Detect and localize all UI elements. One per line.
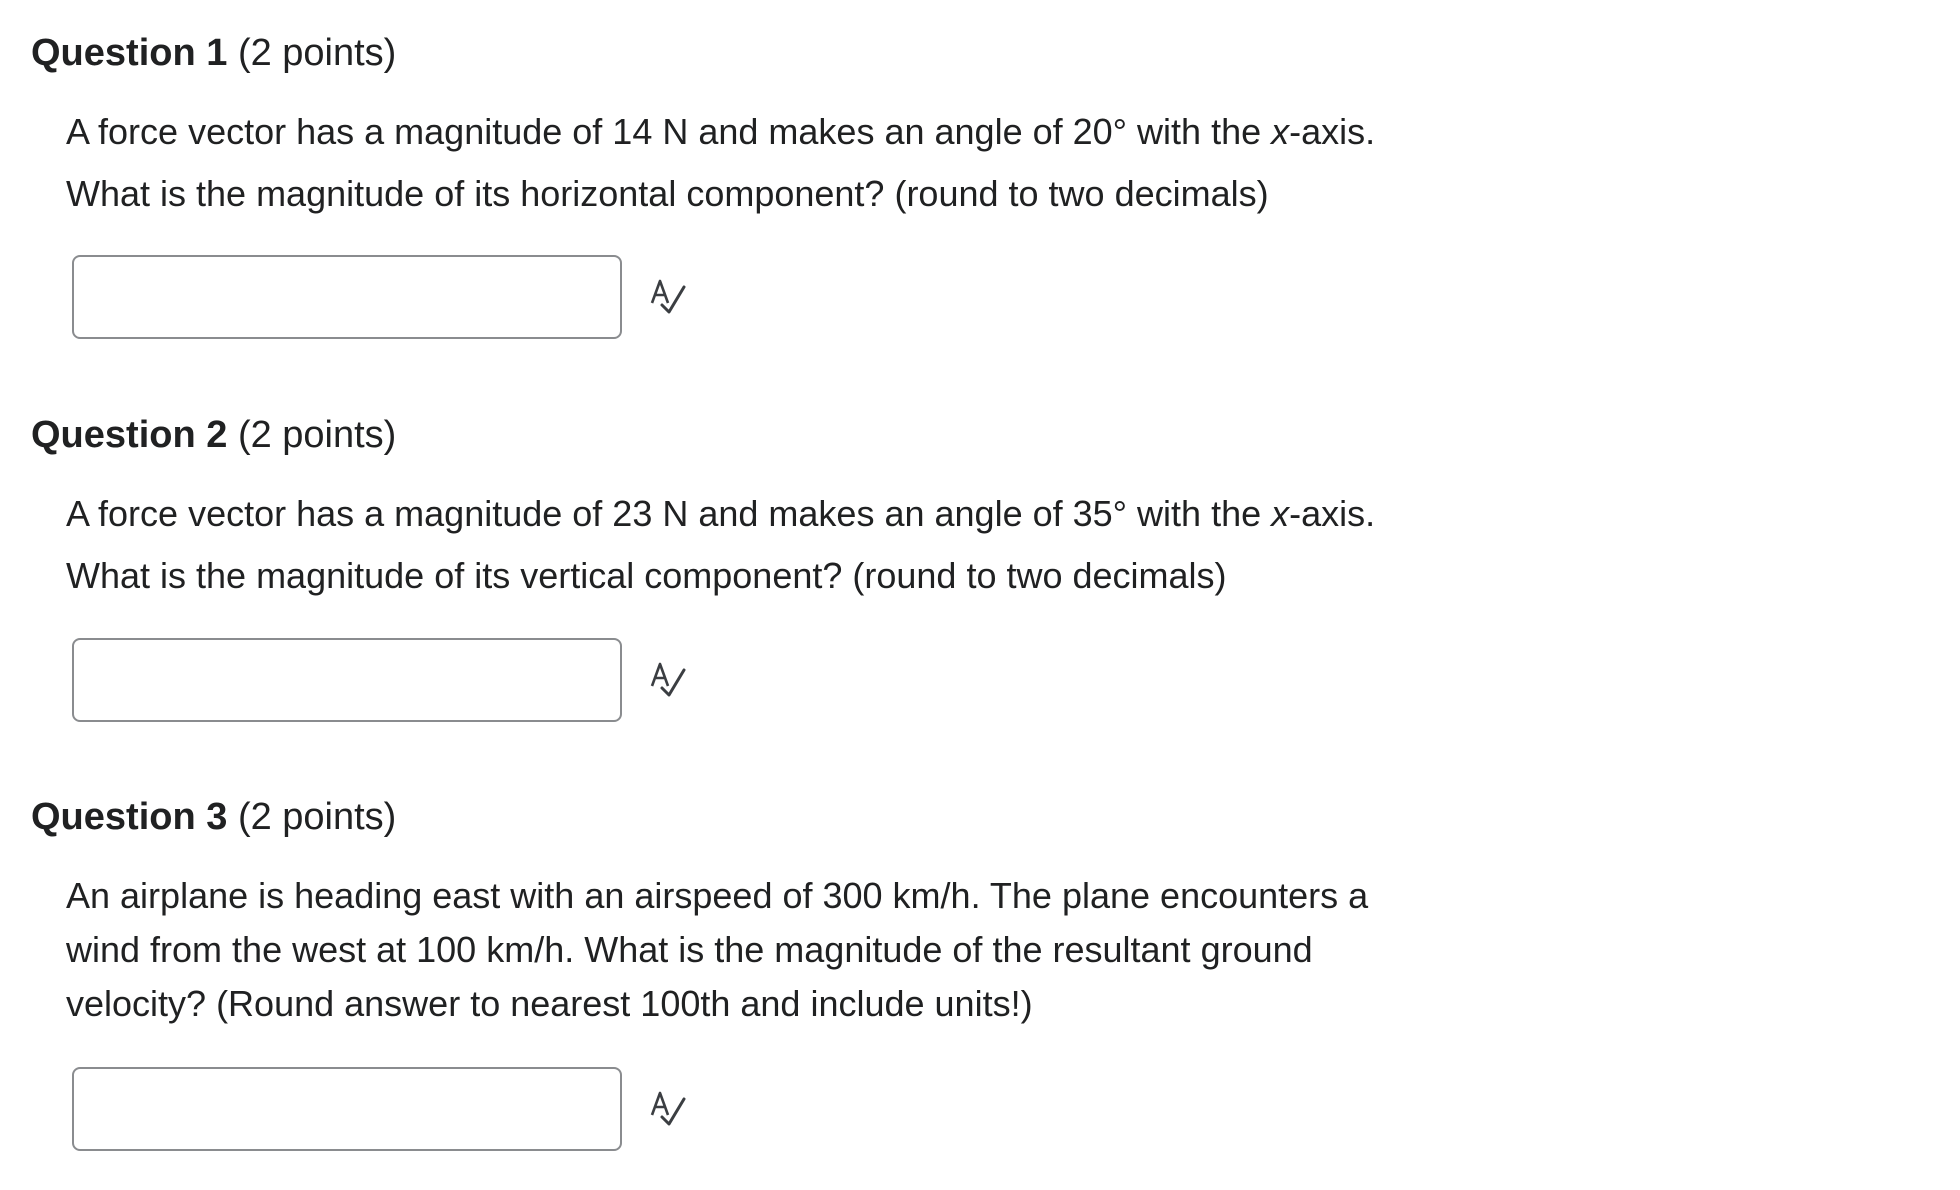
question-points: (2 points) xyxy=(237,414,397,456)
question-text-line: wind from the west at 100 km/h. What is the magnitude of the resultant ground xyxy=(66,929,1313,970)
question-heading xyxy=(31,413,396,457)
question-title: Question 2 xyxy=(31,414,228,456)
question-text xyxy=(66,483,1506,607)
question-title: Question 1 xyxy=(31,32,228,74)
question-text-line: What is the magnitude of its vertical component? (round to two decimals) xyxy=(66,555,1227,596)
spell-check-icon[interactable] xyxy=(648,660,688,700)
question-text-line: A force vector has a magnitude of 23 N and makes an angle of 35° with the x-axis. xyxy=(66,493,1376,534)
question-title: Question 3 xyxy=(31,796,228,838)
answer-row xyxy=(72,255,672,339)
question-points: (2 points) xyxy=(237,796,397,838)
question-heading xyxy=(31,31,396,75)
spell-check-icon[interactable] xyxy=(648,1089,688,1129)
question-text-line: An airplane is heading east with an airspeed of 300 km/h. The plane encounters a xyxy=(66,875,1369,916)
question-text-line: A force vector has a magnitude of 14 N and makes an angle of 20° with the x-axis. xyxy=(66,111,1376,152)
question-text-line: velocity? (Round answer to nearest 100th and include units!) xyxy=(66,983,1033,1024)
question-points: (2 points) xyxy=(237,32,397,74)
question-text xyxy=(66,869,1506,1031)
answer-input[interactable] xyxy=(72,255,622,339)
spell-check-icon[interactable] xyxy=(648,277,688,317)
question-heading xyxy=(31,795,396,839)
question-text-line: What is the magnitude of its horizontal component? (round to two decimals) xyxy=(66,173,1269,214)
answer-row xyxy=(72,638,672,722)
answer-input[interactable] xyxy=(72,638,622,722)
question-text xyxy=(66,101,1506,225)
answer-input[interactable] xyxy=(72,1067,622,1151)
answer-row xyxy=(72,1067,672,1151)
